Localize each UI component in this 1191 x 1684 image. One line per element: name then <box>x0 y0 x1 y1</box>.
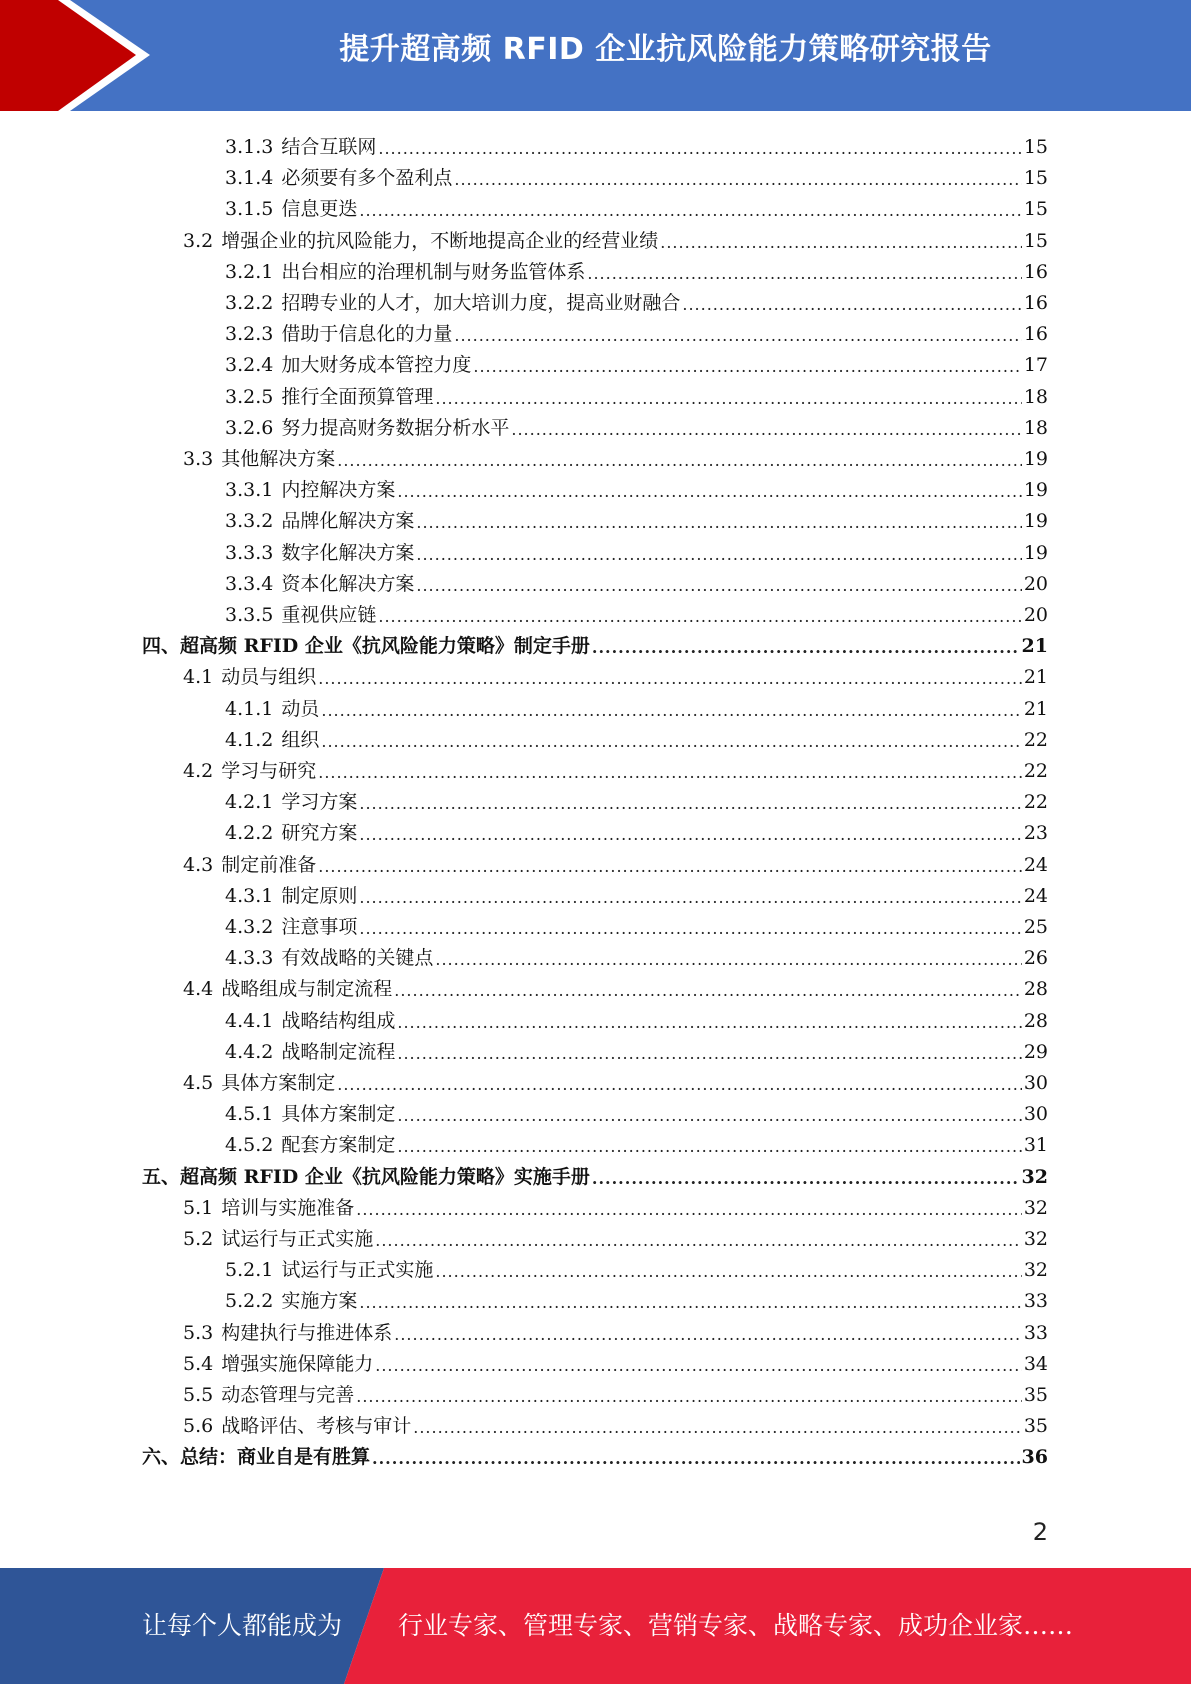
toc-entry-title: 具体方案制定 <box>281 1103 396 1126</box>
toc-entry-title: 增强企业的抗风险能力，不断地提高企业的经营业绩 <box>221 229 659 252</box>
toc-leader-dots <box>454 326 1021 346</box>
toc-leader-dots <box>592 638 1020 658</box>
toc-entry[interactable] <box>183 658 1048 689</box>
toc-entry-title: 超高频 RFID 企业《抗风险能力策略》实施手册 <box>180 1165 590 1188</box>
toc-entry[interactable] <box>225 814 1048 845</box>
toc-entry-number: 3.2.5 <box>225 385 274 408</box>
toc-entry-number: 5.3 <box>183 1321 214 1344</box>
toc-entry-title: 有效战略的关键点 <box>281 947 434 970</box>
toc-entry-page: 15 <box>1023 229 1048 252</box>
toc-entry[interactable] <box>183 1376 1048 1407</box>
toc-leader-dots <box>375 1356 1022 1376</box>
toc-entry-number: 4.3.1 <box>225 884 274 907</box>
toc-entry-page: 21 <box>1021 635 1048 658</box>
toc-leader-dots <box>321 732 1021 752</box>
toc-entry-title: 加大财务成本管控力度 <box>281 354 472 377</box>
toc-entry-page: 16 <box>1023 292 1048 314</box>
toc-entry-title: 具体方案制定 <box>221 1072 336 1094</box>
toc-leader-dots <box>356 1200 1022 1220</box>
toc-entry-title: 动态管理与完善 <box>221 1384 355 1406</box>
toc-entry-title: 学习与研究 <box>221 760 317 782</box>
toc-entry-title: 制定原则 <box>281 884 358 907</box>
toc-leader-dots <box>397 1137 1021 1157</box>
toc-entry-title: 信息更迭 <box>281 198 358 221</box>
toc-entry-title: 数字化解决方案 <box>281 541 415 564</box>
toc-entry-page: 20 <box>1023 572 1048 595</box>
toc-entry[interactable] <box>183 1064 1048 1095</box>
toc-entry[interactable] <box>225 565 1048 596</box>
header-chevron-red <box>0 0 136 111</box>
toc-leader-dots <box>359 794 1021 814</box>
toc-leader-dots <box>454 170 1021 190</box>
toc-leader-dots <box>397 1013 1021 1033</box>
toc-entry-number: 4.1.2 <box>225 728 274 751</box>
toc-leader-dots <box>375 1231 1022 1251</box>
toc-entry[interactable] <box>183 1407 1048 1438</box>
toc-entry[interactable] <box>225 502 1048 533</box>
toc-entry-number: 4.4 <box>183 978 214 1001</box>
toc-entry-page: 22 <box>1023 728 1048 751</box>
toc-entry-title: 增强实施保障能力 <box>221 1352 374 1375</box>
toc-entry[interactable] <box>225 534 1048 565</box>
toc-entry-title: 注意事项 <box>281 916 358 938</box>
toc-entry-title: 推行全面预算管理 <box>281 385 434 408</box>
toc-entry-page: 24 <box>1023 853 1048 876</box>
toc-leader-dots <box>359 888 1021 908</box>
toc-entry-page: 18 <box>1023 385 1048 408</box>
toc-entry-number: 3.2.1 <box>225 260 274 283</box>
toc-entry-number: 五、 <box>142 1165 181 1188</box>
toc-entry-title: 培训与实施准备 <box>221 1196 355 1219</box>
toc-entry-page: 32 <box>1023 1228 1048 1250</box>
toc-entry-title: 试运行与正式实施 <box>221 1228 374 1250</box>
toc-entry[interactable] <box>225 159 1048 190</box>
toc-leader-dots <box>318 857 1022 877</box>
toc-entry-number: 六、 <box>142 1446 181 1469</box>
toc-entry-title: 战略组成与制定流程 <box>221 978 393 1001</box>
toc-leader-dots <box>660 233 1022 253</box>
toc-entry-page: 15 <box>1023 198 1048 221</box>
toc-leader-dots <box>356 1387 1022 1407</box>
toc-entry-number: 4.3.2 <box>225 916 274 938</box>
toc-entry[interactable] <box>225 1126 1048 1157</box>
toc-entry-title: 重视供应链 <box>281 604 377 626</box>
toc-entry-title: 组织 <box>281 728 320 751</box>
toc-entry[interactable] <box>225 284 1048 315</box>
toc-leader-dots <box>435 389 1021 409</box>
toc-entry[interactable] <box>225 190 1048 221</box>
toc-entry-page: 36 <box>1021 1446 1048 1469</box>
toc-entry-number: 5.2.1 <box>225 1259 274 1282</box>
toc-entry-page: 21 <box>1023 697 1048 720</box>
toc-leader-dots <box>435 950 1021 970</box>
toc-entry-page: 22 <box>1023 760 1048 782</box>
toc-entry[interactable] <box>225 877 1048 908</box>
toc-entry-title: 资本化解决方案 <box>281 572 415 595</box>
toc-entry-number: 5.2 <box>183 1228 214 1250</box>
toc-entry[interactable] <box>183 752 1048 783</box>
toc-entry-number: 5.4 <box>183 1352 214 1375</box>
toc-leader-dots <box>397 482 1021 502</box>
toc-entry-title: 出台相应的治理机制与财务监管体系 <box>281 260 586 283</box>
toc-entry[interactable] <box>225 596 1048 627</box>
toc-entry-title: 内控解决方案 <box>281 479 396 502</box>
toc-leader-dots <box>318 763 1022 783</box>
toc-entry-page: 35 <box>1023 1384 1048 1406</box>
toc-entry-number: 3.3.4 <box>225 572 274 595</box>
toc-entry[interactable] <box>225 939 1048 970</box>
toc-leader-dots <box>592 1169 1020 1189</box>
toc-entry-page: 19 <box>1023 479 1048 502</box>
toc-entry-number: 5.1 <box>183 1196 214 1219</box>
toc-entry[interactable] <box>225 721 1048 752</box>
toc-leader-dots <box>359 201 1021 221</box>
toc-entry[interactable] <box>142 627 1048 658</box>
toc-entry-number: 4.5.2 <box>225 1134 274 1157</box>
toc-entry[interactable] <box>225 471 1048 502</box>
toc-entry-number: 3.3.1 <box>225 479 274 502</box>
toc-entry-number: 3.3.3 <box>225 541 274 564</box>
toc-entry-number: 5.6 <box>183 1415 214 1438</box>
toc-entry-page: 19 <box>1023 541 1048 564</box>
toc-entry-page: 18 <box>1023 416 1048 439</box>
toc-entry[interactable] <box>225 908 1048 939</box>
toc-entry-number: 5.2.2 <box>225 1290 274 1313</box>
footer-band <box>0 1568 1191 1684</box>
toc-entry-page: 19 <box>1023 510 1048 533</box>
toc-entry-number: 4.2 <box>183 760 214 782</box>
toc-entry-number: 5.5 <box>183 1384 214 1406</box>
toc-entry-page: 28 <box>1023 978 1048 1001</box>
toc-entry-number: 4.2.2 <box>225 822 274 845</box>
toc-entry-title: 学习方案 <box>281 791 358 814</box>
toc-leader-dots <box>416 513 1021 533</box>
toc-entry-page: 32 <box>1021 1165 1048 1188</box>
toc-entry-page: 24 <box>1023 884 1048 907</box>
toc-entry-title: 其他解决方案 <box>221 448 336 470</box>
toc-entry-number: 4.1.1 <box>225 697 274 720</box>
toc-entry-page: 17 <box>1023 354 1048 377</box>
toc-entry[interactable] <box>142 1158 1048 1189</box>
toc-entry-page: 31 <box>1023 1134 1048 1157</box>
toc-entry-number: 4.2.1 <box>225 791 274 814</box>
toc-entry-number: 4.4.1 <box>225 1009 274 1032</box>
toc-entry-title: 制定前准备 <box>221 853 317 876</box>
toc-leader-dots <box>413 1418 1022 1438</box>
toc-entry-title: 配套方案制定 <box>281 1134 396 1157</box>
toc-entry[interactable] <box>225 1002 1048 1033</box>
toc-entry-number: 3.2.2 <box>225 292 274 314</box>
toc-leader-dots <box>587 264 1021 284</box>
toc-entry-title: 试运行与正式实施 <box>281 1259 434 1282</box>
toc-entry-title: 动员与组织 <box>221 666 317 689</box>
toc-entry-number: 3.2 <box>183 229 214 252</box>
toc-entry-number: 4.3.3 <box>225 947 274 970</box>
toc-leader-dots <box>337 451 1022 471</box>
toc-entry-page: 34 <box>1023 1352 1048 1375</box>
toc-entry-title: 战略结构组成 <box>281 1009 396 1032</box>
toc-entry[interactable] <box>225 1251 1048 1282</box>
toc-leader-dots <box>473 357 1021 377</box>
toc-entry-title: 努力提高财务数据分析水平 <box>281 416 510 439</box>
toc-entry-page: 33 <box>1023 1321 1048 1344</box>
toc-leader-dots <box>394 981 1022 1001</box>
toc-entry[interactable] <box>225 1033 1048 1064</box>
toc-entry-number: 3.3.5 <box>225 604 274 626</box>
toc-leader-dots <box>378 607 1021 627</box>
toc-entry-page: 16 <box>1023 260 1048 283</box>
toc-entry-page: 30 <box>1023 1072 1048 1094</box>
toc-entry-page: 35 <box>1023 1415 1048 1438</box>
toc-entry-title: 实施方案 <box>281 1290 358 1313</box>
toc-entry[interactable] <box>183 222 1048 253</box>
toc-entry-title: 动员 <box>281 697 320 720</box>
toc-entry[interactable] <box>225 128 1048 159</box>
header-chevron-icon <box>0 0 160 111</box>
toc-entry[interactable] <box>142 1438 1048 1469</box>
toc-entry[interactable] <box>225 346 1048 377</box>
footer-slogan-right: 行业专家、管理专家、营销专家、战略专家、成功企业家…… <box>398 1611 1074 1640</box>
toc-leader-dots <box>318 669 1022 689</box>
toc-entry[interactable] <box>183 970 1048 1001</box>
toc-entry-page: 32 <box>1023 1259 1048 1282</box>
toc-leader-dots <box>397 1044 1021 1064</box>
toc-entry-title: 品牌化解决方案 <box>281 510 415 533</box>
toc-entry[interactable] <box>183 1220 1048 1251</box>
toc-entry-number: 4.5.1 <box>225 1103 274 1126</box>
toc-entry-page: 22 <box>1023 791 1048 814</box>
toc-entry-title: 战略制定流程 <box>281 1040 396 1063</box>
toc-leader-dots <box>378 139 1021 159</box>
toc-entry[interactable] <box>225 1282 1048 1313</box>
page-number: 2 <box>1032 1518 1048 1546</box>
toc-entry-page: 28 <box>1023 1009 1048 1032</box>
toc-entry-number: 3.3.2 <box>225 510 274 533</box>
toc-leader-dots <box>435 1262 1021 1282</box>
toc-leader-dots <box>359 1293 1021 1313</box>
toc-entry-title: 研究方案 <box>281 822 358 845</box>
toc-entry-number: 3.2.3 <box>225 323 274 346</box>
toc-entry-page: 16 <box>1023 323 1048 346</box>
toc-entry-page: 32 <box>1023 1196 1048 1219</box>
toc-entry-page: 26 <box>1023 947 1048 970</box>
toc-entry-title: 超高频 RFID 企业《抗风险能力策略》制定手册 <box>180 635 590 658</box>
toc-entry-page: 25 <box>1023 916 1048 938</box>
toc-entry-page: 23 <box>1023 822 1048 845</box>
toc-leader-dots <box>372 1449 1020 1469</box>
toc-entry-title: 招聘专业的人才，加大培训力度，提高业财融合 <box>281 292 681 314</box>
toc-entry-title: 必须要有多个盈利点 <box>281 167 453 190</box>
toc-leader-dots <box>359 825 1021 845</box>
page-title: 提升超高频 RFID 企业抗风险能力策略研究报告 <box>339 32 992 67</box>
toc-entry[interactable] <box>225 315 1048 346</box>
toc-entry-title: 借助于信息化的力量 <box>281 323 453 346</box>
toc-entry-number: 3.2.4 <box>225 354 274 377</box>
toc-leader-dots <box>359 919 1021 939</box>
toc-entry-page: 20 <box>1023 604 1048 626</box>
toc-entry-number: 3.1.4 <box>225 167 274 190</box>
footer-slogan-left: 让每个人都能成为 <box>142 1611 343 1640</box>
toc-entry[interactable] <box>225 1095 1048 1126</box>
toc-entry-title: 总结：商业自是有胜算 <box>180 1446 371 1469</box>
toc-entry-title: 结合互联网 <box>281 136 377 158</box>
toc-entry-number: 4.4.2 <box>225 1040 274 1063</box>
header-band <box>0 0 1191 111</box>
toc-entry[interactable] <box>183 1314 1048 1345</box>
toc-entry[interactable] <box>183 1189 1048 1220</box>
toc-entry-page: 21 <box>1023 666 1048 689</box>
toc-leader-dots <box>397 1106 1021 1126</box>
toc-entry-number: 3.3 <box>183 448 214 470</box>
toc-leader-dots <box>416 545 1021 565</box>
toc-leader-dots <box>321 701 1021 721</box>
toc-entry[interactable] <box>183 846 1048 877</box>
toc-entry-page: 29 <box>1023 1040 1048 1063</box>
toc-entry-number: 3.1.3 <box>225 136 274 158</box>
toc-entry-page: 15 <box>1023 136 1048 158</box>
toc-entry[interactable] <box>225 378 1048 409</box>
toc-entry-number: 3.2.6 <box>225 416 274 439</box>
toc-entry-page: 33 <box>1023 1290 1048 1313</box>
toc-leader-dots <box>511 420 1021 440</box>
toc-entry-page: 30 <box>1023 1103 1048 1126</box>
toc-entry-page: 19 <box>1023 448 1048 470</box>
toc-entry[interactable] <box>183 1345 1048 1376</box>
toc-entry-page: 15 <box>1023 167 1048 190</box>
toc-entry[interactable] <box>225 783 1048 814</box>
toc-leader-dots <box>394 1325 1022 1345</box>
toc-entry[interactable] <box>225 409 1048 440</box>
toc-leader-dots <box>337 1075 1022 1095</box>
toc-entry-number: 3.1.5 <box>225 198 274 221</box>
toc-entry-number: 4.1 <box>183 666 214 689</box>
toc-entry-title: 战略评估、考核与审计 <box>221 1415 412 1438</box>
toc-entry[interactable] <box>183 440 1048 471</box>
toc-leader-dots <box>682 295 1021 315</box>
toc-leader-dots <box>416 576 1021 596</box>
toc-entry-title: 构建执行与推进体系 <box>221 1321 393 1344</box>
toc-entry-number: 四、 <box>142 635 181 658</box>
toc-entry-number: 4.5 <box>183 1072 214 1094</box>
toc-entry[interactable] <box>225 253 1048 284</box>
toc-entry-number: 4.3 <box>183 853 214 876</box>
toc-entry[interactable] <box>225 690 1048 721</box>
